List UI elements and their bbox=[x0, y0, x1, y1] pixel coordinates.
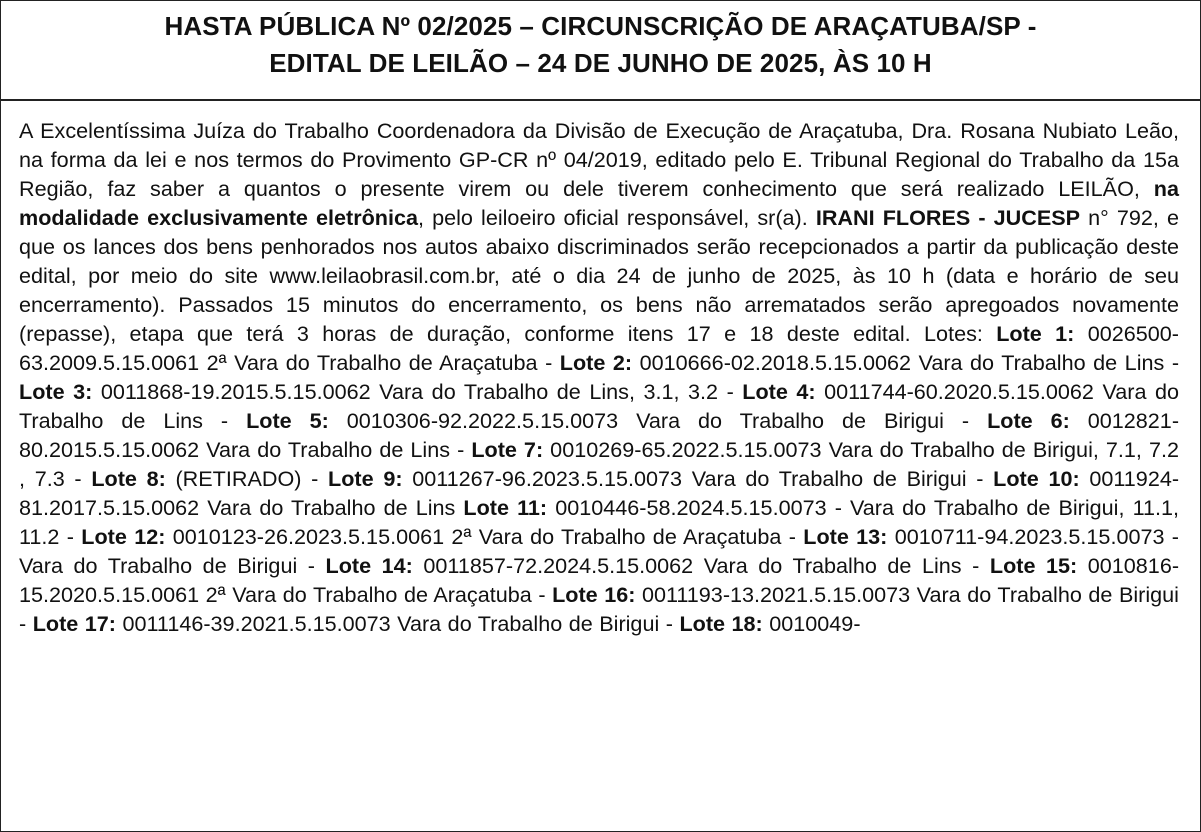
lot-label: Lote 10: bbox=[993, 466, 1080, 491]
lot-label: Lote 3: bbox=[19, 379, 93, 404]
lot-process-text: 0010446-58.2024.5.15.0073 - Vara do Trabalho de Birigui, 11.1, 11.2 - bbox=[19, 495, 1179, 549]
lot-label: Lote 12: bbox=[81, 524, 166, 549]
lot-entry bbox=[91, 466, 328, 491]
lot-label: Lote 14: bbox=[325, 553, 413, 578]
lot-process-text: 0011868-19.2015.5.15.0062 Vara do Trabalho de Lins, 3.1, 3.2 - bbox=[92, 379, 743, 404]
lot-label: Lote 1: bbox=[996, 321, 1075, 346]
lot-process-text: 0010306-92.2022.5.15.0073 Vara do Trabalho de Birigui - bbox=[328, 408, 988, 433]
lot-label: Lote 17: bbox=[32, 611, 116, 636]
header-divider bbox=[0, 99, 1201, 101]
lot-label: Lote 5: bbox=[246, 408, 329, 433]
lot-label: Lote 16: bbox=[552, 582, 636, 607]
lot-entry bbox=[326, 553, 990, 578]
lot-entry bbox=[81, 524, 803, 549]
body-text: A Excelentíssima Juíza do Trabalho Coordenadora da Divisão de Execução de Araçatuba, Dra. Rosana Nubiato Leão, na forma da lei e nos termos do Provimento GP-CR nº 04/2019, editado pelo E. Tribunal Regional do Trabalho da 15a Região, faz saber a quantos o presente virem ou dele tiverem conhecimento que será realizado LEILÃO, bbox=[19, 118, 1179, 201]
lot-entry bbox=[560, 350, 1179, 375]
edital-header bbox=[0, 8, 1201, 82]
edital-body bbox=[19, 116, 1179, 638]
lot-label: Lote 2: bbox=[559, 350, 633, 375]
lot-entry bbox=[33, 611, 680, 636]
body-text: , pelo leiloeiro oficial responsável, sr(a). bbox=[418, 205, 816, 230]
lot-process-text: 0012821-80.2015.5.15.0062 Vara do Trabalho de Lins - bbox=[19, 408, 1180, 462]
lot-process-text: 0010816-15.2020.5.15.0061 2ª Vara do Trabalho de Araçatuba - bbox=[19, 553, 1180, 607]
lot-label: Lote 11: bbox=[463, 495, 548, 520]
lot-entry bbox=[246, 408, 987, 433]
lot-label: Lote 15: bbox=[989, 553, 1078, 578]
lot-process-text: 0010666-02.2018.5.15.0062 Vara do Trabalho de Lins - bbox=[632, 350, 1180, 375]
lot-label: Lote 13: bbox=[803, 524, 888, 549]
lot-entry bbox=[679, 611, 860, 636]
lot-process-text: 0011267-96.2023.5.15.0073 Vara do Trabalho de Birigui - bbox=[402, 466, 994, 491]
header-title-line-1: HASTA PÚBLICA Nº 02/2025 – CIRCUNSCRIÇÃO DE ARAÇATUBA/SP - bbox=[164, 11, 1037, 41]
lot-entry bbox=[328, 466, 993, 491]
body-bold-text: na modalidade exclusivamente eletrônica bbox=[19, 176, 1179, 230]
lot-label: Lote 4: bbox=[742, 379, 816, 404]
lot-process-text: 0010711-94.2023.5.15.0073 - Vara do Trabalho de Birigui - bbox=[19, 524, 1179, 578]
lots-list bbox=[19, 321, 1179, 636]
body-text: n° 792, e que os lances dos bens penhorados nos autos abaixo discriminados serão recepcionados a partir da publicação deste edital, por meio do site www.leilaobrasil.com.br, até o dia 24 de junho de 2025, às 10 h (data e horário de seu encerramento). Passados 15 minutos do encerramento, os bens não arrematados serão apregoados novamente (repasse), etapa que terá 3 horas de duração, conforme itens 17 e 18 deste edital. Lotes: bbox=[19, 205, 1179, 346]
lot-process-text: 0010269-65.2022.5.15.0073 Vara do Trabalho de Birigui, 7.1, 7.2 , 7.3 - bbox=[19, 437, 1179, 491]
lot-entry bbox=[19, 379, 742, 404]
lot-process-text: 0026500-63.2009.5.15.0061 2ª Vara do Trabalho de Araçatuba - bbox=[19, 321, 1179, 375]
lot-process-text: 0011857-72.2024.5.15.0062 Vara do Trabalho de Lins - bbox=[412, 553, 990, 578]
lot-label: Lote 18: bbox=[679, 611, 763, 636]
lot-process-text: 0011744-60.2020.5.15.0062 Vara do Trabalho de Lins - bbox=[19, 379, 1179, 433]
lot-process-text: (RETIRADO) - bbox=[165, 466, 329, 491]
lot-process-text: 0011193-13.2021.5.15.0073 Vara do Trabalho de Birigui - bbox=[19, 582, 1179, 636]
lot-process-text: 0011924-81.2017.5.15.0062 Vara do Trabalho de Lins bbox=[19, 466, 1180, 520]
lot-process-text: 0011146-39.2021.5.15.0073 Vara do Trabalho de Birigui - bbox=[116, 611, 680, 636]
auctioneer-name: IRANI FLORES - JUCESP bbox=[815, 205, 1081, 230]
header-title-line-2: EDITAL DE LEILÃO – 24 DE JUNHO DE 2025, ÀS 10 H bbox=[269, 48, 932, 78]
lot-label: Lote 7: bbox=[471, 437, 544, 462]
lot-process-text: 0010123-26.2023.5.15.0061 2ª Vara do Trabalho de Araçatuba - bbox=[165, 524, 804, 549]
lot-label: Lote 6: bbox=[987, 408, 1070, 433]
lot-label: Lote 8: bbox=[91, 466, 166, 491]
lot-process-text: 0010049- bbox=[762, 611, 861, 636]
lot-label: Lote 9: bbox=[328, 466, 403, 491]
